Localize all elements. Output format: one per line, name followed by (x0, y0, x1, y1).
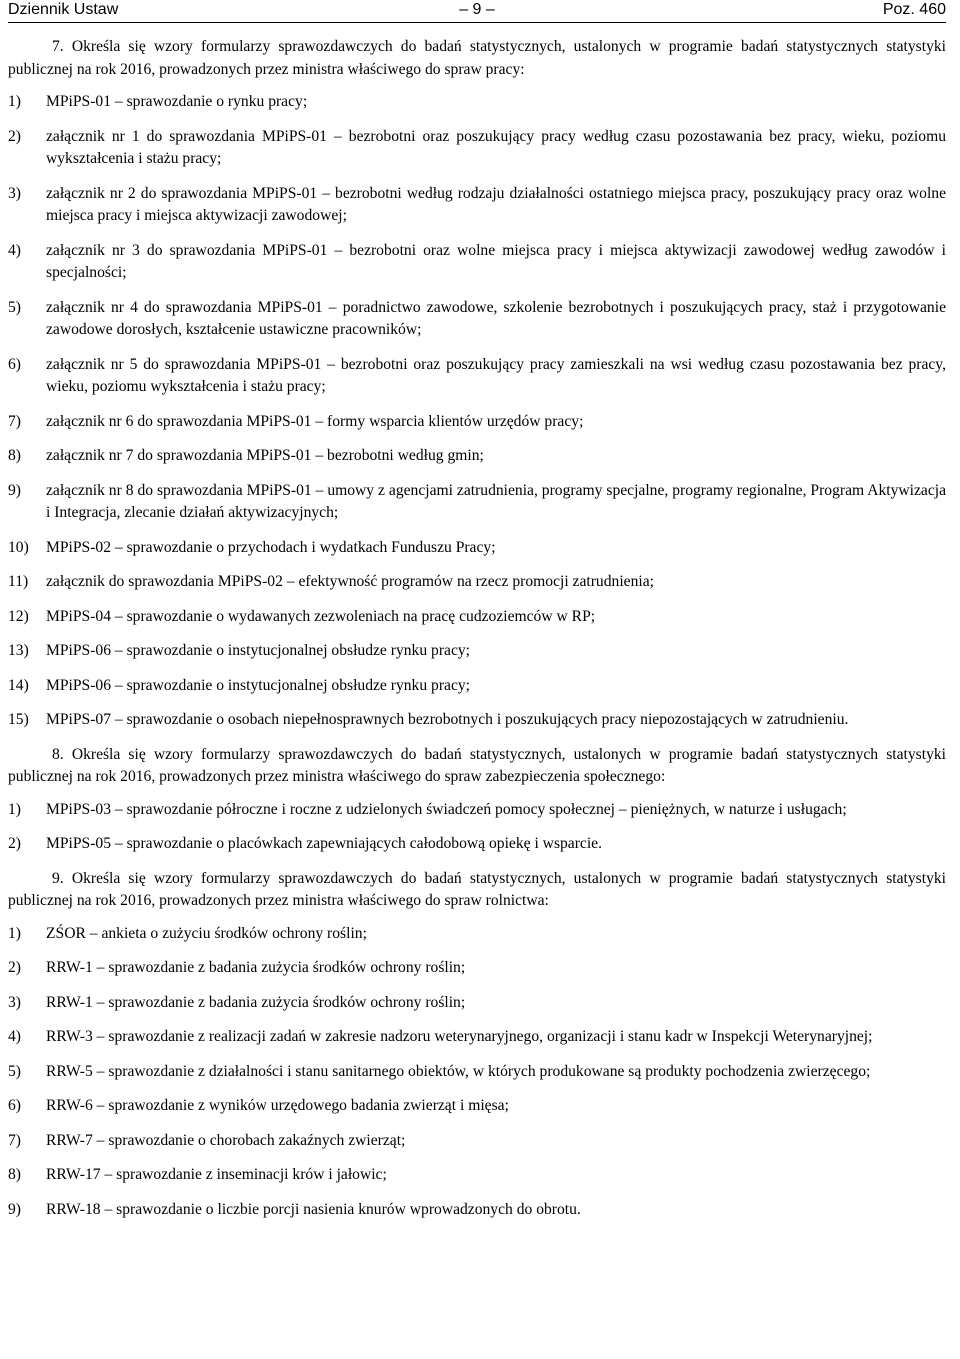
list-item-number: 1) (8, 93, 21, 110)
section-intro: 8. Określa się wzory formularzy sprawozdawczych do badań statystycznych, ustalonych w programie badań statystycznych statystyki publicznej na rok 2016, prowadzonych przez ministra właściwego do spraw zabezpieczenia społecznego: (8, 745, 946, 785)
list-item (8, 1199, 946, 1222)
list-item-text: RRW-7 – sprawozdanie o chorobach zakaźnych zwierząt; (46, 1131, 406, 1149)
list-item (8, 445, 946, 468)
list-item (8, 297, 946, 342)
list-item-number: 2) (8, 127, 21, 145)
list-item-number: 12) (8, 607, 29, 625)
list-item-text: ZŚOR – ankieta o zużyciu środków ochrony roślin; (46, 924, 367, 942)
list-item (8, 1164, 946, 1187)
list-item-number: 1) (8, 800, 21, 818)
list-item-text: MPiPS-02 – sprawozdanie o przychodach i wydatkach Funduszu Pracy; (46, 538, 496, 556)
list-item-text: załącznik nr 8 do sprawozdania MPiPS-01 – umowy z agencjami zatrudnienia, programy specjalne, programy regionalne, Program Aktywizacja i Integracja, zlecanie działań aktywizacyjnych; (46, 481, 946, 521)
list-item (8, 709, 946, 732)
list-item (8, 675, 946, 698)
list-item-number: 7) (8, 412, 21, 430)
list-item-text: RRW-3 – sprawozdanie z realizacji zadań w zakresie nadzoru weterynaryjnego, organizacji i stanu kadr w Inspekcji Weterynaryjnej; (46, 1028, 873, 1045)
list-item-text: załącznik nr 6 do sprawozdania MPiPS-01 – formy wsparcia klientów urzędów pracy; (46, 412, 584, 430)
list-item (8, 923, 946, 946)
list-item-number: 3) (8, 993, 21, 1011)
page-number: – 9 – (459, 1, 495, 18)
list-item (8, 957, 946, 980)
section-intro: 9. Określa się wzory formularzy sprawozdawczych do badań statystycznych, ustalonych w programie badań statystycznych statystyki publicznej na rok 2016, prowadzonych przez ministra właściwego do spraw rolnictwa: (8, 869, 946, 909)
list-item-number: 10) (8, 538, 29, 556)
list-item (8, 480, 946, 525)
list-item-number: 3) (8, 184, 21, 202)
list-item (8, 91, 946, 114)
list-item-number: 5) (8, 1062, 21, 1080)
list-item (8, 992, 946, 1015)
list-item-text: załącznik do sprawozdania MPiPS-02 – efektywność programów na rzecz promocji zatrudnienia; (46, 573, 654, 590)
list-item-number: 1) (8, 924, 21, 942)
list-item-text: MPiPS-06 – sprawozdanie o instytucjonalnej obsłudze rynku pracy; (46, 642, 470, 659)
list-item-number: 5) (8, 298, 21, 316)
list-item-text: MPiPS-05 – sprawozdanie o placówkach zapewniających całodobową opiekę i wsparcie. (46, 835, 602, 852)
journal-name: Dziennik Ustaw (8, 1, 119, 18)
list-item-text: MPiPS-06 – sprawozdanie o instytucjonalnej obsłudze rynku pracy; (46, 676, 470, 694)
list-item (8, 571, 946, 594)
list-item-number: 2) (8, 959, 21, 976)
list-item-text: RRW-5 – sprawozdanie z działalności i stanu sanitarnego obiektów, w których produkowane są produkty pochodzenia zwierzęcego; (46, 1062, 871, 1080)
list-item-number: 8) (8, 447, 21, 464)
document-body (8, 36, 946, 1221)
list-item-number: 6) (8, 1097, 21, 1114)
list-item-text: MPiPS-04 – sprawozdanie o wydawanych zezwoleniach na pracę cudzoziemców w RP; (46, 607, 596, 625)
list-item-text: załącznik nr 7 do sprawozdania MPiPS-01 – bezrobotni według gmin; (46, 447, 484, 464)
list-item (8, 833, 946, 856)
list-item-number: 11) (8, 573, 29, 590)
list-item-number: 7) (8, 1131, 21, 1149)
list-item (8, 411, 946, 434)
list-item (8, 640, 946, 663)
list-item-text: załącznik nr 2 do sprawozdania MPiPS-01 – bezrobotni według rodzaju działalności ostatniego miejsca pracy, poszukujący pracy oraz wolne miejsca pracy i miejsca aktywizacji zawodowej; (46, 184, 946, 224)
list-item (8, 126, 946, 171)
list-item-number: 4) (8, 1028, 21, 1045)
list-item-number: 4) (8, 241, 21, 259)
page-header (8, 0, 946, 23)
list-item-number: 2) (8, 835, 21, 852)
list-item (8, 1026, 946, 1049)
list-item (8, 537, 946, 560)
list-item-text: RRW-6 – sprawozdanie z wyników urzędowego badania zwierząt i mięsa; (46, 1097, 509, 1114)
list-item-number: 9) (8, 1200, 21, 1218)
list-item (8, 606, 946, 629)
list-item-text: załącznik nr 4 do sprawozdania MPiPS-01 – poradnictwo zawodowe, szkolenie bezrobotnych i poszukujących pracy, staż i przygotowanie zawodowe dorosłych, kształcenie ustawiczne pracowników; (46, 298, 946, 338)
list-item (8, 799, 946, 822)
list-item-number: 8) (8, 1166, 21, 1183)
list-item (8, 183, 946, 228)
list-item-text: MPiPS-01 – sprawozdanie o rynku pracy; (46, 93, 308, 110)
list-item (8, 354, 946, 399)
list-item-text: RRW-1 – sprawozdanie z badania zużycia środków ochrony roślin; (46, 959, 466, 976)
list-item-text: MPiPS-03 – sprawozdanie półroczne i roczne z udzielonych świadczeń pomocy społecznej – pieniężnych, w naturze i usługach; (46, 800, 847, 818)
list-item (8, 1061, 946, 1084)
list-item-number: 14) (8, 676, 29, 694)
list-item-number: 6) (8, 355, 21, 373)
list-item (8, 1095, 946, 1118)
position-number: Poz. 460 (882, 1, 946, 18)
list-item-number: 15) (8, 711, 29, 728)
list-item-number: 9) (8, 481, 21, 499)
list-item (8, 1130, 946, 1153)
list-item-text: załącznik nr 3 do sprawozdania MPiPS-01 – bezrobotni oraz wolne miejsca pracy i miejsca aktywizacji zawodowej według zawodów i specjalności; (46, 241, 946, 281)
list-item-text: MPiPS-07 – sprawozdanie o osobach niepełnosprawnych bezrobotnych i poszukujących pracy niepozostających w zatrudnieniu. (46, 711, 849, 728)
list-item-text: RRW-18 – sprawozdanie o liczbie porcji nasienia knurów wprowadzonych do obrotu. (46, 1200, 581, 1218)
list-item-text: załącznik nr 5 do sprawozdania MPiPS-01 – bezrobotni oraz poszukujący pracy zamieszkali na wsi według czasu pozostawania bez pracy, wieku, poziomu wykształcenia i stażu pracy; (46, 355, 946, 395)
list-item-number: 13) (8, 642, 29, 659)
list-item-text: RRW-17 – sprawozdanie z inseminacji krów i jałowic; (46, 1166, 387, 1183)
list-item-text: załącznik nr 1 do sprawozdania MPiPS-01 – bezrobotni oraz poszukujący pracy według czasu pozostawania bez pracy, wieku, poziomu wykształcenia i stażu pracy; (46, 127, 946, 167)
list-item (8, 240, 946, 285)
list-item-text: RRW-1 – sprawozdanie z badania zużycia środków ochrony roślin; (46, 993, 466, 1011)
section-intro: 7. Określa się wzory formularzy sprawozdawczych do badań statystycznych, ustalonych w programie badań statystycznych statystyki publicznej na rok 2016, prowadzonych przez ministra właściwego do spraw pracy: (8, 38, 946, 78)
